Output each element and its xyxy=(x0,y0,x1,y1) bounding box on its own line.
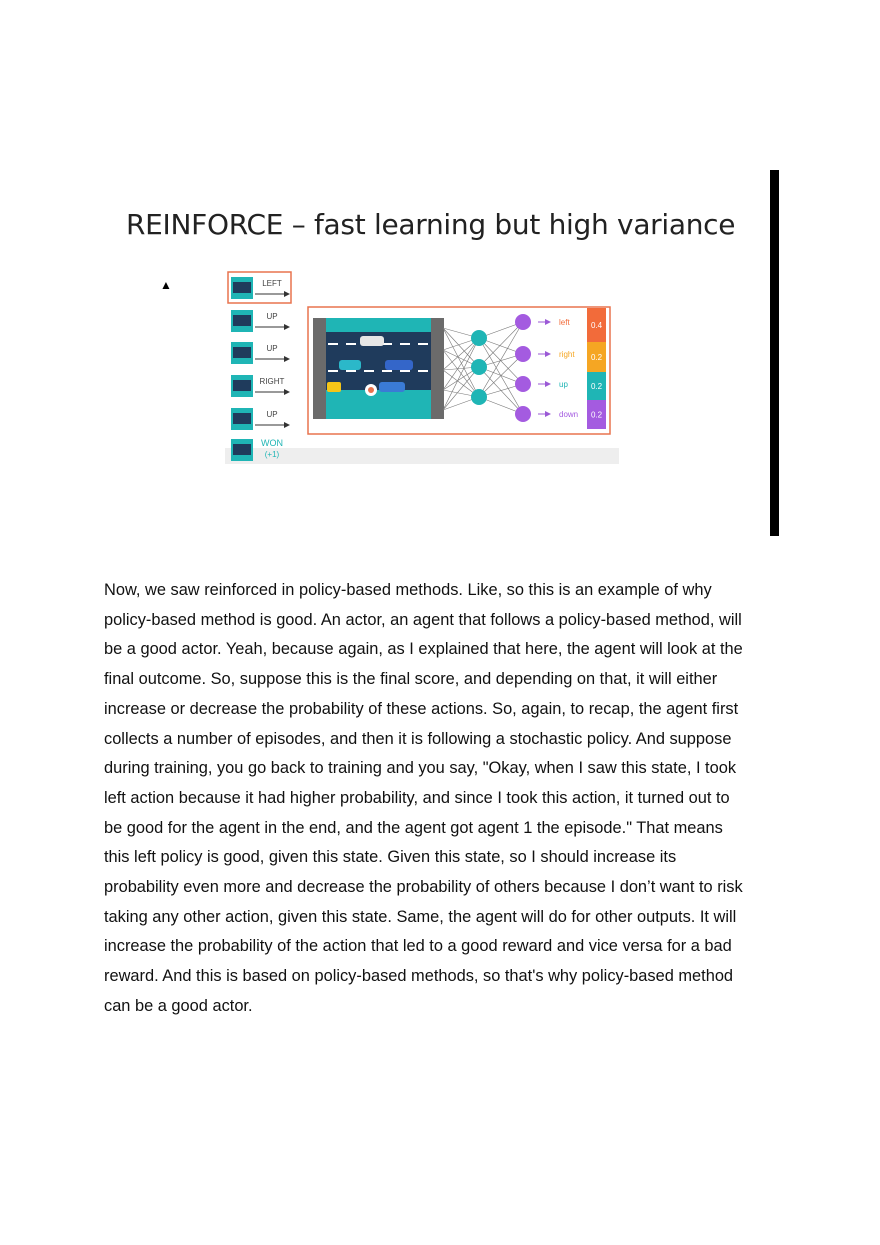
paragraph-line: during training, you go back to training and you say, "Okay, when I saw this state, I took xyxy=(104,759,737,778)
probability-value: 0.2 xyxy=(590,410,603,420)
state-thumbnail-road xyxy=(233,315,251,326)
outcome-label: WON xyxy=(261,438,283,448)
probability-value: 0.2 xyxy=(590,382,603,391)
mouse-cursor-icon: ▲ xyxy=(160,278,172,292)
paragraph-line: collects a number of episodes, and then it is following a stochastic policy. And suppose xyxy=(104,729,732,748)
paragraph-line: increase the probability of the action that led to a good reward and vice versa for a bad xyxy=(104,937,732,956)
hidden-node xyxy=(471,359,487,375)
paragraph-line: be a good actor. Yeah, because again, as I explained that here, the agent will look at the xyxy=(104,640,743,659)
state-thumbnail-road xyxy=(233,380,251,391)
state-thumbnail-road xyxy=(233,347,251,358)
outcome-reward: (+1) xyxy=(264,450,280,459)
paragraph-line: policy-based method is good. An actor, an agent that follows a policy-based method, will xyxy=(104,610,742,629)
hidden-node xyxy=(471,330,487,346)
slide-edge-bar xyxy=(770,170,779,536)
output-label: right xyxy=(559,350,575,359)
output-label: left xyxy=(559,318,570,327)
reinforce-diagram xyxy=(225,270,619,464)
paragraph-line: left action because it had higher probability, and since I took this action, it turned out to xyxy=(104,788,730,807)
slide-screenshot xyxy=(104,170,780,536)
paragraph-line: taking any other action, given this state. Same, the agent will do for other outputs. It will xyxy=(104,907,737,926)
state-thumbnail-road xyxy=(233,444,251,455)
hidden-node xyxy=(471,389,487,405)
paragraph-line: increase or decrease the probability of these actions. So, again, to recap, the agent first xyxy=(104,699,739,718)
paragraph-line: Now, we saw reinforced in policy-based methods. Like, so this is an example of why xyxy=(104,581,712,599)
transcript-paragraph xyxy=(104,576,784,1022)
output-node xyxy=(515,314,531,330)
action-label: UP xyxy=(266,410,278,419)
paragraph-line: probability even more and decrease the probability of others because I don’t want to risk xyxy=(104,878,743,897)
action-label: UP xyxy=(266,312,278,321)
paragraph-line: can be a good actor. xyxy=(104,996,253,1015)
output-node xyxy=(515,376,531,392)
paragraph-line: reward. And this is based on policy-based methods, so that's why policy-based method xyxy=(104,967,734,986)
action-label: RIGHT xyxy=(259,377,285,386)
slide-title: REINFORCE – fast learning but high variance xyxy=(126,208,736,241)
paragraph-line: this left policy is good, given this state. Given this state, so I should increase its xyxy=(104,848,677,867)
state-thumbnail-road xyxy=(233,413,251,424)
action-label: UP xyxy=(266,344,278,353)
action-label: LEFT xyxy=(262,279,282,288)
output-node xyxy=(515,406,531,422)
output-label: up xyxy=(559,380,568,389)
probability-value: 0.4 xyxy=(590,321,603,330)
output-node xyxy=(515,346,531,362)
paragraph-line: be good for the agent in the end, and the agent got agent 1 the episode." That means xyxy=(104,818,723,837)
output-label: down xyxy=(559,410,579,419)
game-screen xyxy=(313,318,444,419)
state-thumbnail-road xyxy=(233,282,251,293)
probability-value: 0.2 xyxy=(590,353,603,362)
paragraph-line: final outcome. So, suppose this is the final score, and depending on that, it will either xyxy=(104,670,718,689)
